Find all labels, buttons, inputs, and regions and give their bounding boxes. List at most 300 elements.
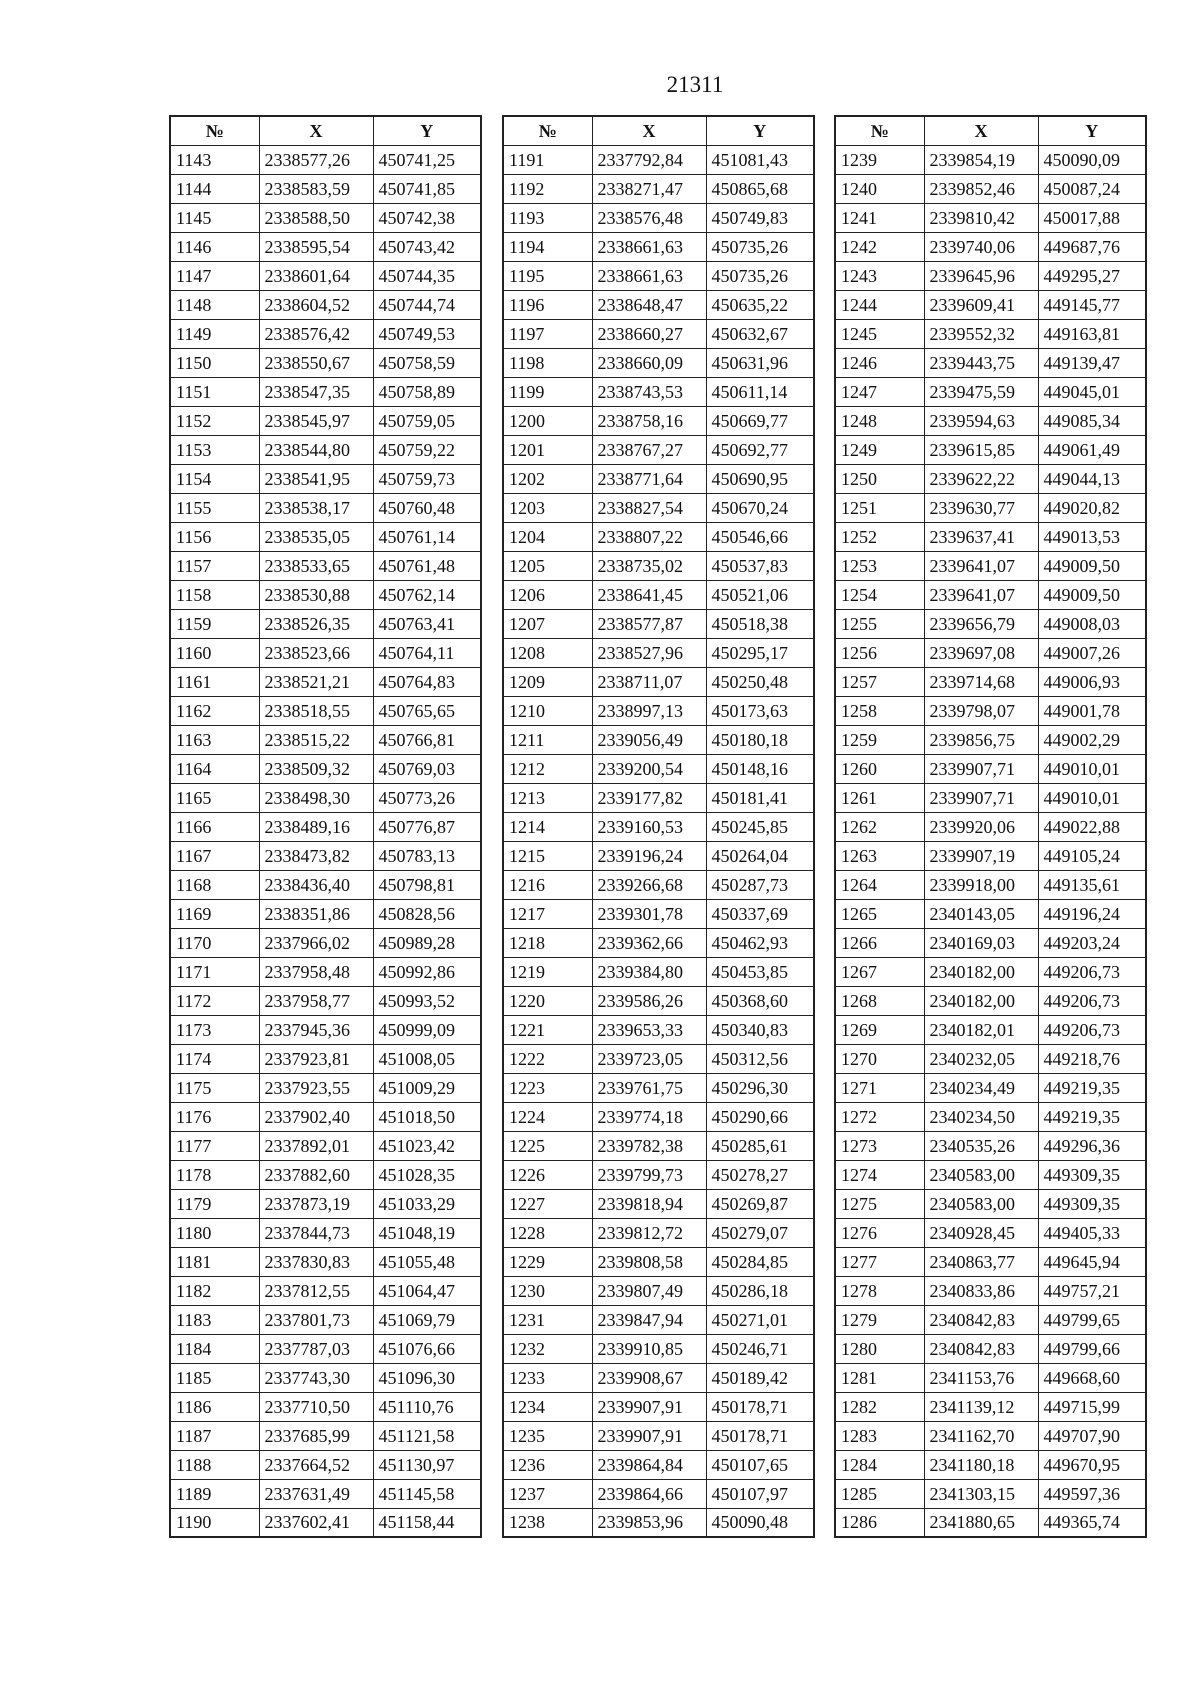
point-number-cell: 1276 [835,1218,924,1247]
x-coordinate-cell: 2338661,63 [592,261,706,290]
y-coordinate-cell: 450798,81 [373,870,481,899]
point-number-cell: 1282 [835,1392,924,1421]
table-row [503,1276,814,1305]
point-number-cell: 1283 [835,1421,924,1450]
y-coordinate-cell: 450250,48 [706,667,814,696]
table-row [503,348,814,377]
point-number-cell: 1157 [170,551,259,580]
x-coordinate-cell: 2339853,96 [592,1508,706,1537]
point-number-cell: 1263 [835,841,924,870]
point-number-cell: 1233 [503,1363,592,1392]
y-coordinate-cell: 450087,24 [1038,174,1146,203]
y-coordinate-cell: 450758,59 [373,348,481,377]
point-number-cell: 1242 [835,232,924,261]
y-coordinate-cell: 449163,81 [1038,319,1146,348]
table-row [503,464,814,493]
x-coordinate-cell: 2338521,21 [259,667,373,696]
x-coordinate-cell: 2340583,00 [924,1160,1038,1189]
table-row [170,1131,481,1160]
table-row [170,1392,481,1421]
point-number-cell: 1241 [835,203,924,232]
y-coordinate-cell: 450762,14 [373,580,481,609]
x-coordinate-cell: 2339552,32 [924,319,1038,348]
table-row [170,638,481,667]
point-number-cell: 1186 [170,1392,259,1421]
table-row [503,870,814,899]
y-coordinate-cell: 449309,35 [1038,1160,1146,1189]
y-coordinate-cell: 450776,87 [373,812,481,841]
x-coordinate-cell: 2338515,22 [259,725,373,754]
point-number-cell: 1146 [170,232,259,261]
x-coordinate-cell: 2340535,26 [924,1131,1038,1160]
y-coordinate-cell: 449002,29 [1038,725,1146,754]
x-coordinate-cell: 2338351,86 [259,899,373,928]
point-number-cell: 1192 [503,174,592,203]
y-coordinate-cell: 449757,21 [1038,1276,1146,1305]
table-row [503,1044,814,1073]
y-coordinate-cell: 450631,96 [706,348,814,377]
y-coordinate-cell: 449296,36 [1038,1131,1146,1160]
y-coordinate-cell: 450181,41 [706,783,814,812]
point-number-cell: 1179 [170,1189,259,1218]
point-number-cell: 1156 [170,522,259,551]
y-coordinate-cell: 451023,42 [373,1131,481,1160]
table-row [835,145,1146,174]
point-number-cell: 1280 [835,1334,924,1363]
table-row [835,696,1146,725]
table-row [170,377,481,406]
point-number-cell: 1172 [170,986,259,1015]
table-row [170,1305,481,1334]
y-coordinate-cell: 451008,05 [373,1044,481,1073]
table-row [170,1450,481,1479]
point-number-cell: 1216 [503,870,592,899]
x-coordinate-cell: 2339301,78 [592,899,706,928]
y-coordinate-cell: 450744,74 [373,290,481,319]
page-number: 21311 [666,72,724,97]
point-number-cell: 1257 [835,667,924,696]
table-row [503,203,814,232]
x-coordinate-cell: 2339622,22 [924,464,1038,493]
x-coordinate-cell: 2337966,02 [259,928,373,957]
point-number-cell: 1222 [503,1044,592,1073]
y-coordinate-cell: 449020,82 [1038,493,1146,522]
table-row [503,812,814,841]
point-number-cell: 1166 [170,812,259,841]
y-coordinate-cell: 449022,88 [1038,812,1146,841]
table-row [170,986,481,1015]
y-coordinate-cell: 450773,26 [373,783,481,812]
point-number-cell: 1149 [170,319,259,348]
y-coordinate-cell: 450537,83 [706,551,814,580]
x-coordinate-cell: 2337958,48 [259,957,373,986]
y-coordinate-cell: 450635,22 [706,290,814,319]
x-coordinate-cell: 2339266,68 [592,870,706,899]
table-row [835,725,1146,754]
y-coordinate-cell: 450690,95 [706,464,814,493]
y-coordinate-cell: 449061,49 [1038,435,1146,464]
point-number-cell: 1262 [835,812,924,841]
header-row [503,116,814,145]
table-row [170,464,481,493]
y-coordinate-cell: 449010,01 [1038,783,1146,812]
y-coordinate-cell: 450992,86 [373,957,481,986]
x-coordinate-cell: 2339609,41 [924,290,1038,319]
point-number-cell: 1187 [170,1421,259,1450]
point-number-cell: 1274 [835,1160,924,1189]
table-row [503,174,814,203]
y-coordinate-cell: 450173,63 [706,696,814,725]
y-coordinate-cell: 450090,48 [706,1508,814,1537]
point-number-cell: 1185 [170,1363,259,1392]
y-coordinate-cell: 449008,03 [1038,609,1146,638]
point-number-cell: 1246 [835,348,924,377]
point-number-cell: 1215 [503,841,592,870]
y-coordinate-cell: 451069,79 [373,1305,481,1334]
table-row [835,261,1146,290]
table-row [503,1421,814,1450]
table-row [170,232,481,261]
table-row [835,464,1146,493]
table-row [835,493,1146,522]
y-coordinate-cell: 450993,52 [373,986,481,1015]
point-number-cell: 1197 [503,319,592,348]
table-row [835,783,1146,812]
x-coordinate-cell: 2340182,00 [924,986,1038,1015]
x-coordinate-cell: 2338473,82 [259,841,373,870]
y-coordinate-cell: 449799,66 [1038,1334,1146,1363]
table-row [170,899,481,928]
y-coordinate-cell: 450180,18 [706,725,814,754]
table-row [835,580,1146,609]
point-number-cell: 1281 [835,1363,924,1392]
x-coordinate-cell: 2339812,72 [592,1218,706,1247]
point-number-cell: 1230 [503,1276,592,1305]
coordinates-table-2 [502,115,815,1538]
point-number-cell: 1153 [170,435,259,464]
header-y: Y [1038,116,1146,145]
y-coordinate-cell: 450769,03 [373,754,481,783]
x-coordinate-cell: 2338576,48 [592,203,706,232]
point-number-cell: 1254 [835,580,924,609]
point-number-cell: 1152 [170,406,259,435]
x-coordinate-cell: 2338547,35 [259,377,373,406]
table-row [170,696,481,725]
y-coordinate-cell: 451028,35 [373,1160,481,1189]
point-number-cell: 1279 [835,1305,924,1334]
x-coordinate-cell: 2339910,85 [592,1334,706,1363]
point-number-cell: 1199 [503,377,592,406]
x-coordinate-cell: 2338997,13 [592,696,706,725]
x-coordinate-cell: 2341153,76 [924,1363,1038,1392]
x-coordinate-cell: 2338660,27 [592,319,706,348]
table-row [503,1189,814,1218]
x-coordinate-cell: 2338641,45 [592,580,706,609]
table-row [835,435,1146,464]
point-number-cell: 1203 [503,493,592,522]
point-number-cell: 1225 [503,1131,592,1160]
y-coordinate-cell: 450269,87 [706,1189,814,1218]
x-coordinate-cell: 2338541,95 [259,464,373,493]
point-number-cell: 1227 [503,1189,592,1218]
x-coordinate-cell: 2338743,53 [592,377,706,406]
x-coordinate-cell: 2339196,24 [592,841,706,870]
header-x: X [592,116,706,145]
table-row [170,1015,481,1044]
y-coordinate-cell: 450453,85 [706,957,814,986]
x-coordinate-cell: 2339907,91 [592,1392,706,1421]
x-coordinate-cell: 2337812,55 [259,1276,373,1305]
point-number-cell: 1284 [835,1450,924,1479]
point-number-cell: 1231 [503,1305,592,1334]
x-coordinate-cell: 2339907,19 [924,841,1038,870]
table-row [835,1450,1146,1479]
point-number-cell: 1196 [503,290,592,319]
point-number-cell: 1226 [503,1160,592,1189]
y-coordinate-cell: 451018,50 [373,1102,481,1131]
x-coordinate-cell: 2337892,01 [259,1131,373,1160]
table-row [835,522,1146,551]
x-coordinate-cell: 2339907,91 [592,1421,706,1450]
point-number-cell: 1174 [170,1044,259,1073]
x-coordinate-cell: 2339637,41 [924,522,1038,551]
table-row [503,841,814,870]
y-coordinate-cell: 450764,83 [373,667,481,696]
table-row [503,754,814,783]
point-number-cell: 1229 [503,1247,592,1276]
table-row [503,1247,814,1276]
table-row [503,638,814,667]
x-coordinate-cell: 2341880,65 [924,1508,1038,1537]
x-coordinate-cell: 2340863,77 [924,1247,1038,1276]
point-number-cell: 1143 [170,145,259,174]
point-number-cell: 1218 [503,928,592,957]
y-coordinate-cell: 450744,35 [373,261,481,290]
point-number-cell: 1163 [170,725,259,754]
table-row [503,957,814,986]
point-number-cell: 1239 [835,145,924,174]
y-coordinate-cell: 450766,81 [373,725,481,754]
x-coordinate-cell: 2338711,07 [592,667,706,696]
table-row [170,1160,481,1189]
table-row [835,1189,1146,1218]
table-row [835,1131,1146,1160]
header-row [170,116,481,145]
y-coordinate-cell: 450611,14 [706,377,814,406]
x-coordinate-cell: 2339907,71 [924,754,1038,783]
x-coordinate-cell: 2339774,18 [592,1102,706,1131]
x-coordinate-cell: 2337873,19 [259,1189,373,1218]
point-number-cell: 1162 [170,696,259,725]
x-coordinate-cell: 2337923,81 [259,1044,373,1073]
table-row [503,928,814,957]
table-row [170,725,481,754]
table-row [835,841,1146,870]
point-number-cell: 1151 [170,377,259,406]
y-coordinate-cell: 449009,50 [1038,580,1146,609]
table-row [170,435,481,464]
x-coordinate-cell: 2340182,00 [924,957,1038,986]
x-coordinate-cell: 2337631,49 [259,1479,373,1508]
x-coordinate-cell: 2337844,73 [259,1218,373,1247]
table-row [170,957,481,986]
y-coordinate-cell: 450749,83 [706,203,814,232]
table-row [503,580,814,609]
x-coordinate-cell: 2338758,16 [592,406,706,435]
y-coordinate-cell: 451121,58 [373,1421,481,1450]
x-coordinate-cell: 2339615,85 [924,435,1038,464]
table-row [503,1479,814,1508]
table-row [170,145,481,174]
x-coordinate-cell: 2339782,38 [592,1131,706,1160]
point-number-cell: 1207 [503,609,592,638]
x-coordinate-cell: 2338545,97 [259,406,373,435]
y-coordinate-cell: 449001,78 [1038,696,1146,725]
table-row [835,1276,1146,1305]
table-row [835,1044,1146,1073]
point-number-cell: 1236 [503,1450,592,1479]
y-coordinate-cell: 450783,13 [373,841,481,870]
y-coordinate-cell: 450735,26 [706,232,814,261]
table-row [835,1160,1146,1189]
table-row [503,1073,814,1102]
y-coordinate-cell: 450271,01 [706,1305,814,1334]
y-coordinate-cell: 451130,97 [373,1450,481,1479]
y-coordinate-cell: 450765,65 [373,696,481,725]
point-number-cell: 1188 [170,1450,259,1479]
y-coordinate-cell: 451145,58 [373,1479,481,1508]
table-row [503,1508,814,1537]
point-number-cell: 1275 [835,1189,924,1218]
y-coordinate-cell: 449007,26 [1038,638,1146,667]
point-number-cell: 1189 [170,1479,259,1508]
x-coordinate-cell: 2338601,64 [259,261,373,290]
point-number-cell: 1265 [835,899,924,928]
y-coordinate-cell: 449218,76 [1038,1044,1146,1073]
point-number-cell: 1270 [835,1044,924,1073]
table-row [835,348,1146,377]
table-row [170,1363,481,1392]
x-coordinate-cell: 2339641,07 [924,551,1038,580]
point-number-cell: 1251 [835,493,924,522]
point-number-cell: 1234 [503,1392,592,1421]
x-coordinate-cell: 2340583,00 [924,1189,1038,1218]
table-row [170,261,481,290]
coordinates-table-3 [834,115,1147,1538]
point-number-cell: 1208 [503,638,592,667]
y-coordinate-cell: 449206,73 [1038,986,1146,1015]
y-coordinate-cell: 451033,29 [373,1189,481,1218]
table-row [835,1392,1146,1421]
y-coordinate-cell: 450758,89 [373,377,481,406]
point-number-cell: 1173 [170,1015,259,1044]
x-coordinate-cell: 2341303,15 [924,1479,1038,1508]
table-row [835,174,1146,203]
y-coordinate-cell: 450518,38 [706,609,814,638]
y-coordinate-cell: 449010,01 [1038,754,1146,783]
x-coordinate-cell: 2339475,59 [924,377,1038,406]
y-coordinate-cell: 449687,76 [1038,232,1146,261]
y-coordinate-cell: 450828,56 [373,899,481,928]
y-coordinate-cell: 449105,24 [1038,841,1146,870]
y-coordinate-cell: 449405,33 [1038,1218,1146,1247]
table-row [170,1218,481,1247]
x-coordinate-cell: 2337923,55 [259,1073,373,1102]
table-row [503,261,814,290]
y-coordinate-cell: 450763,41 [373,609,481,638]
table-row [835,899,1146,928]
x-coordinate-cell: 2339362,66 [592,928,706,957]
point-number-cell: 1148 [170,290,259,319]
x-coordinate-cell: 2338498,30 [259,783,373,812]
y-coordinate-cell: 449044,13 [1038,464,1146,493]
table-row [835,203,1146,232]
y-coordinate-cell: 449135,61 [1038,870,1146,899]
y-coordinate-cell: 449013,53 [1038,522,1146,551]
point-number-cell: 1258 [835,696,924,725]
point-number-cell: 1220 [503,986,592,1015]
x-coordinate-cell: 2337787,03 [259,1334,373,1363]
y-coordinate-cell: 449668,60 [1038,1363,1146,1392]
point-number-cell: 1161 [170,667,259,696]
point-number-cell: 1268 [835,986,924,1015]
y-coordinate-cell: 450296,30 [706,1073,814,1102]
x-coordinate-cell: 2339798,07 [924,696,1038,725]
point-number-cell: 1177 [170,1131,259,1160]
x-coordinate-cell: 2339808,58 [592,1247,706,1276]
x-coordinate-cell: 2337710,50 [259,1392,373,1421]
x-coordinate-cell: 2339907,71 [924,783,1038,812]
point-number-cell: 1154 [170,464,259,493]
x-coordinate-cell: 2338604,52 [259,290,373,319]
x-coordinate-cell: 2339177,82 [592,783,706,812]
point-number-cell: 1202 [503,464,592,493]
x-coordinate-cell: 2339384,80 [592,957,706,986]
table-row [170,1334,481,1363]
table-row [170,551,481,580]
y-coordinate-cell: 450107,97 [706,1479,814,1508]
x-coordinate-cell: 2337902,40 [259,1102,373,1131]
y-coordinate-cell: 451158,44 [373,1508,481,1537]
y-coordinate-cell: 449219,35 [1038,1073,1146,1102]
y-coordinate-cell: 450759,05 [373,406,481,435]
x-coordinate-cell: 2337602,41 [259,1508,373,1537]
x-coordinate-cell: 2338807,22 [592,522,706,551]
point-number-cell: 1147 [170,261,259,290]
y-coordinate-cell: 450741,85 [373,174,481,203]
y-coordinate-cell: 450337,69 [706,899,814,928]
y-coordinate-cell: 449645,94 [1038,1247,1146,1276]
x-coordinate-cell: 2339645,96 [924,261,1038,290]
point-number-cell: 1255 [835,609,924,638]
x-coordinate-cell: 2338660,09 [592,348,706,377]
table-row [170,609,481,638]
y-coordinate-cell: 449707,90 [1038,1421,1146,1450]
point-number-cell: 1237 [503,1479,592,1508]
y-coordinate-cell: 451110,76 [373,1392,481,1421]
x-coordinate-cell: 2339056,49 [592,725,706,754]
point-number-cell: 1248 [835,406,924,435]
x-coordinate-cell: 2338509,32 [259,754,373,783]
point-number-cell: 1155 [170,493,259,522]
x-coordinate-cell: 2339799,73 [592,1160,706,1189]
y-coordinate-cell: 450284,85 [706,1247,814,1276]
y-coordinate-cell: 450742,38 [373,203,481,232]
y-coordinate-cell: 450632,67 [706,319,814,348]
y-coordinate-cell: 449295,27 [1038,261,1146,290]
x-coordinate-cell: 2339630,77 [924,493,1038,522]
table-row [170,203,481,232]
